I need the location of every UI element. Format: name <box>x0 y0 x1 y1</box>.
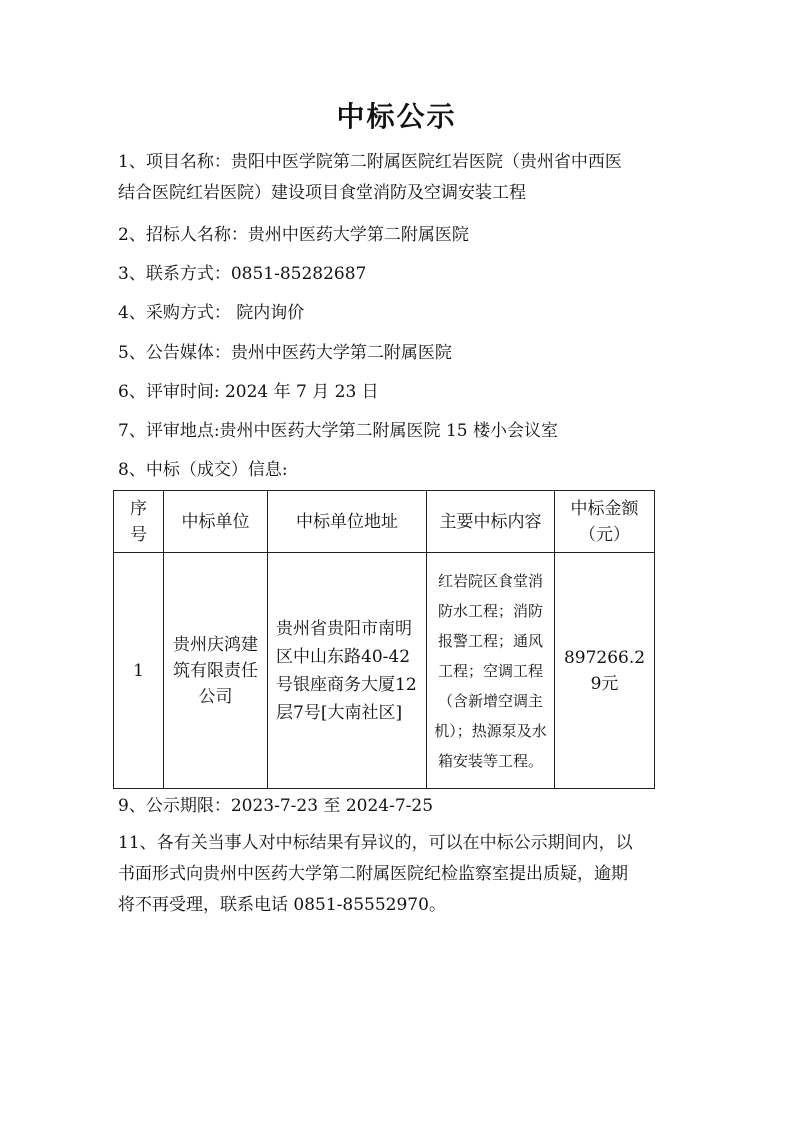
table-header-row <box>114 491 655 553</box>
winning-info-label: 8、中标（成交）信息: <box>118 460 288 480</box>
project-name-line-2: 结合医院红岩医院）建设项目食堂消防及空调安装工程 <box>118 183 526 203</box>
purchase-method: 4、采购方式： 院内询价 <box>118 303 305 323</box>
tenderer-name: 2、招标人名称：贵州中医药大学第二附属医院 <box>118 225 469 245</box>
header-amount: 中标金额（元） <box>555 491 655 553</box>
review-time: 6、评审时间: 2024 年 7 月 23 日 <box>118 382 379 402</box>
cell-address: 贵州省贵阳市南明区中山东路40-42号银座商务大厦12层7号[大南社区] <box>268 553 427 789</box>
cell-content: 红岩院区食堂消防水工程；消防报警工程；通风工程；空调工程（含新增空调主机）；热源泵及水箱安装等工程。 <box>427 553 555 789</box>
header-address: 中标单位地址 <box>268 491 427 553</box>
page-title: 中标公示 <box>336 100 457 133</box>
project-name-line-1: 1、项目名称：贵阳中医学院第二附属医院红岩医院（贵州省中西医 <box>118 152 622 172</box>
contact-info: 3、联系方式：0851-85282687 <box>118 264 367 284</box>
header-content: 主要中标内容 <box>427 491 555 553</box>
review-place: 7、评审地点:贵州中医药大学第二附属医院 15 楼小会议室 <box>118 421 558 441</box>
cell-amount: 897266.29元 <box>555 553 655 789</box>
winning-bid-table <box>113 490 655 789</box>
cell-seq: 1 <box>114 553 164 789</box>
project-name <box>118 147 678 209</box>
objection-line-1: 11、各有关当事人对中标结果有异议的，可以在中标公示期间内，以 <box>118 833 633 853</box>
table-row <box>114 553 655 789</box>
notice-period: 9、公示期限：2023-7-23 至 2024-7-25 <box>118 796 434 816</box>
objection-notice <box>118 828 693 921</box>
cell-unit: 贵州庆鸿建筑有限责任公司 <box>164 553 268 789</box>
announcement-media: 5、公告媒体：贵州中医药大学第二附属医院 <box>118 343 452 363</box>
header-unit: 中标单位 <box>164 491 268 553</box>
header-seq: 序号 <box>114 491 164 553</box>
objection-line-3: 将不再受理，联系电话 0851-85552970。 <box>118 895 446 915</box>
objection-line-2: 书面形式向贵州中医药大学第二附属医院纪检监察室提出质疑，逾期 <box>118 864 628 884</box>
